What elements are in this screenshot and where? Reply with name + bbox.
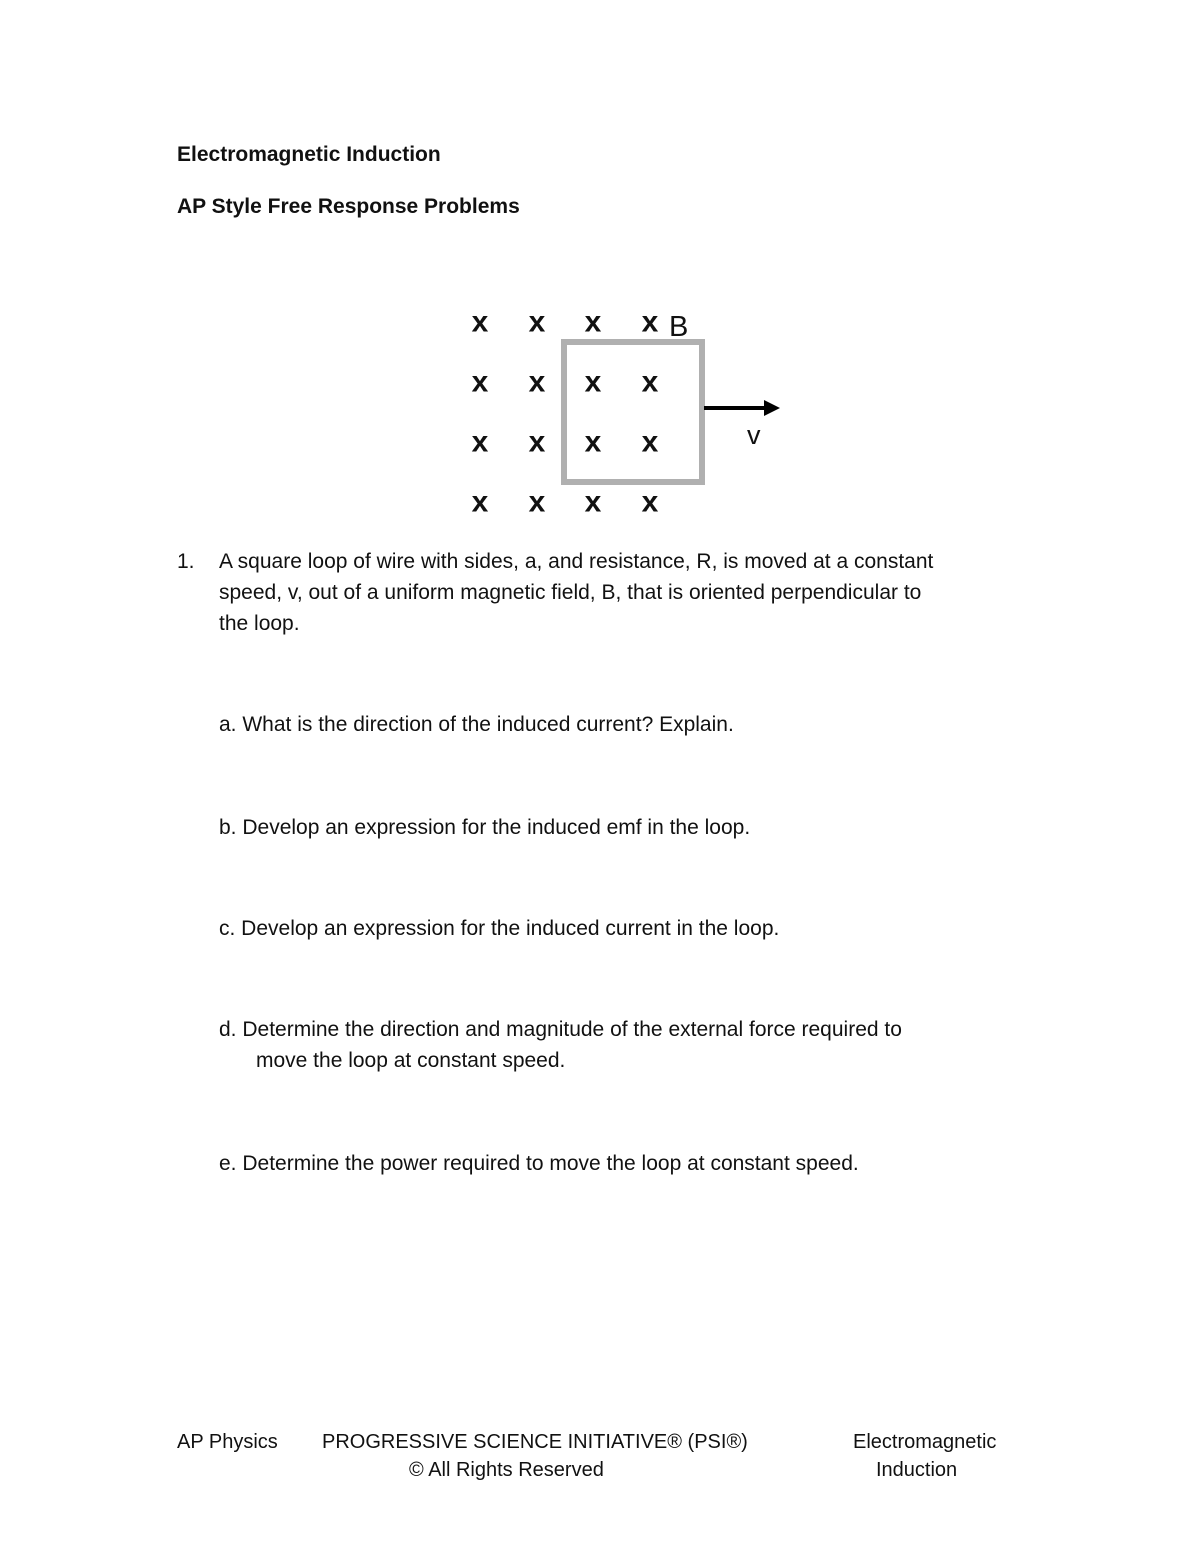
footer-course: AP Physics [177,1431,278,1453]
part-text-continuation: move the loop at constant speed. [256,1049,566,1072]
field-label: B [669,311,689,343]
footer-topic-line1: Electromagnetic [853,1431,997,1453]
field-x-mark: x [584,365,602,399]
square-wire-loop [564,342,702,482]
velocity-arrowhead [764,400,780,416]
part-text: a. What is the direction of the induced current? Explain. [219,713,734,736]
field-x-mark: x [528,305,546,339]
question-part-e [219,1148,859,1179]
magnetic-field-diagram [455,300,795,525]
question-number: 1. [177,550,195,573]
question-text-line: A square loop of wire with sides, a, and resistance, R, is moved at a constant [219,550,934,573]
question-part-c [219,913,779,944]
footer-publisher: PROGRESSIVE SCIENCE INITIATIVE® (PSI®) [322,1431,748,1453]
field-x-mark: x [471,425,489,459]
question-part-a [219,709,734,740]
field-x-mark: x [471,485,489,519]
document-title: Electromagnetic Induction [177,143,441,166]
question-text-line: speed, v, out of a uniform magnetic field, B, that is oriented perpendicular to [219,581,922,604]
part-text: c. Develop an expression for the induced current in the loop. [219,917,780,940]
field-x-mark: x [471,305,489,339]
field-x-mark: x [528,485,546,519]
question-text-line: the loop. [219,612,300,635]
field-x-mark: x [584,485,602,519]
part-text: d. Determine the direction and magnitude of the external force required to [219,1018,902,1041]
question-part-d [219,1014,902,1076]
question-1 [177,546,1027,639]
field-x-mark: x [584,305,602,339]
field-x-mark: x [641,305,659,339]
field-x-mark: x [641,365,659,399]
field-x-mark: x [641,425,659,459]
footer-topic-line2: Induction [876,1459,958,1481]
velocity-label: v [747,420,761,450]
footer-copyright: © All Rights Reserved [409,1459,604,1481]
question-part-b [219,812,750,843]
part-text: b. Develop an expression for the induced emf in the loop. [219,816,751,839]
field-x-mark: x [641,485,659,519]
part-text: e. Determine the power required to move the loop at constant speed. [219,1152,859,1175]
field-x-mark: x [471,365,489,399]
field-x-mark: x [528,365,546,399]
document-subtitle: AP Style Free Response Problems [177,195,520,218]
field-x-mark: x [584,425,602,459]
field-x-mark: x [528,425,546,459]
